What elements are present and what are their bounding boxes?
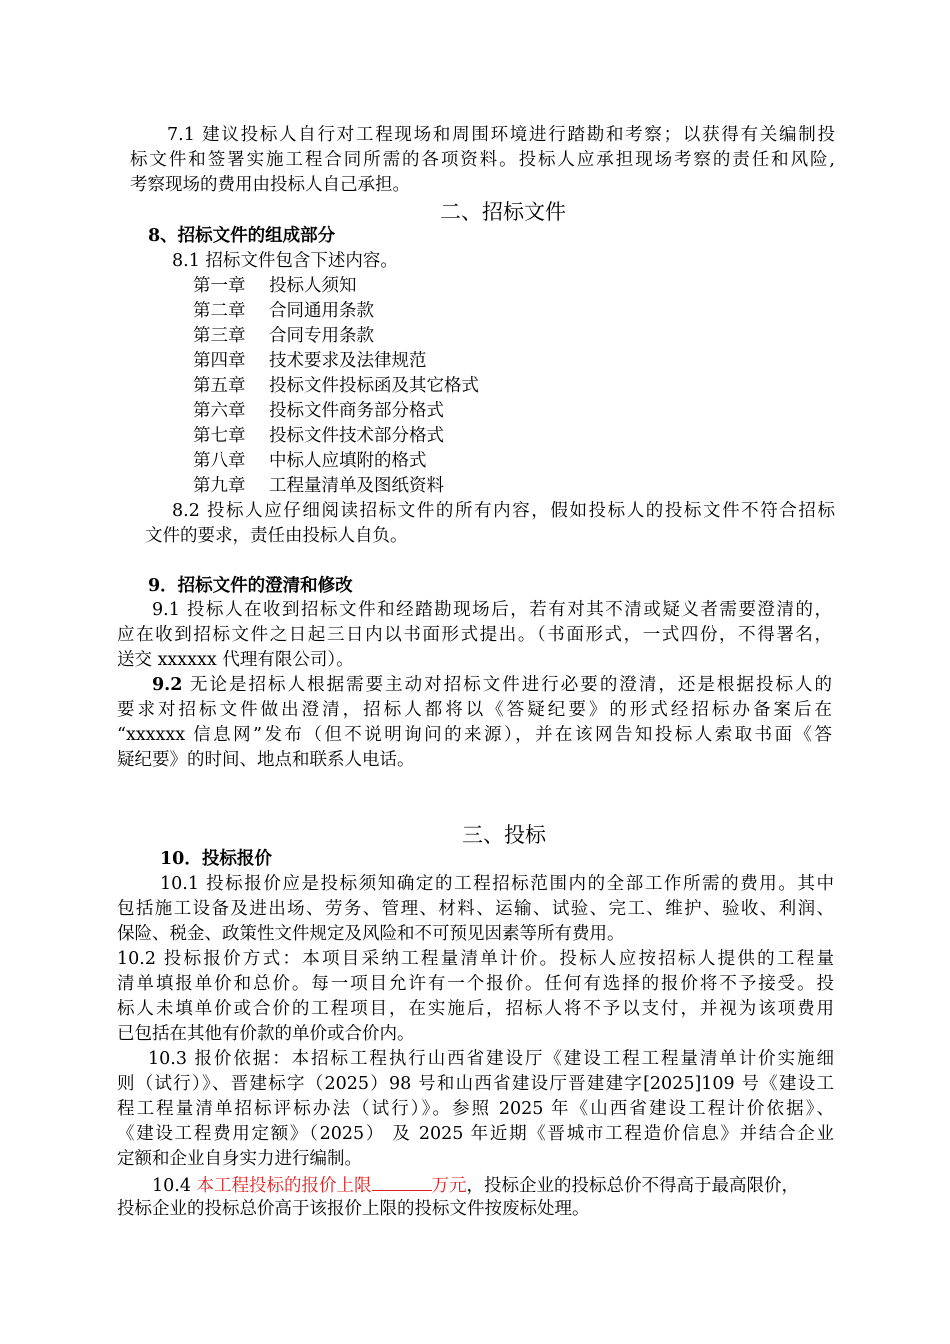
chapter-item	[193, 374, 479, 399]
p10-4-line-1	[152, 1172, 799, 1199]
chapter-num: 第五章	[193, 376, 246, 396]
chapter-title: 技术要求及法律规范	[269, 351, 427, 371]
chapter-item	[193, 324, 374, 349]
p10-2-line-4: 已包括在其他有价款的单价或合价内。	[117, 1024, 415, 1044]
p10-2-line-2: 清单填报单价和总价。每一项目允许有一个报价。任何有选择的报价将不予接受。投	[117, 974, 834, 994]
p10-4-number: 10.4	[152, 1176, 191, 1196]
chapter-item	[193, 299, 374, 324]
p7-1-line-2: 标文件和签署实施工程合同所需的各项资料。投标人应承担现场考察的责任和风险,	[130, 150, 835, 170]
p9-2-line-4: 疑纪要》的时间、地点和联系人电话。	[117, 750, 415, 770]
p9-2-line-1: 无论是招标人根据需要主动对招标文件进行必要的澄清，还是根据投标人的	[190, 675, 832, 695]
p8-1: 8.1 招标文件包含下述内容。	[172, 251, 398, 271]
p10-1-line-2: 包括施工设备及进出场、劳务、管理、材料、运输、试验、完工、维护、验收、利润、	[117, 899, 834, 919]
p8-2-line-1: 8.2 投标人应仔细阅读招标文件的所有内容，假如投标人的投标文件不符合招标	[172, 501, 835, 521]
chapter-num: 第三章	[193, 326, 246, 346]
chapter-num: 第六章	[193, 401, 246, 421]
price-cap-unit: 万元	[431, 1176, 467, 1196]
p10-1-line-3: 保险、税金、政策性文件规定及风险和不可预见因素等所有费用。	[117, 924, 625, 944]
chapter-num: 第九章	[193, 476, 246, 496]
p9-2-line-2: 要求对招标文件做出澄清，招标人都将以《答疑纪要》的形式经招标办备案后在	[117, 700, 832, 720]
p7-1-line-1: 7.1 建议投标人自行对工程现场和周围环境进行踏勘和考察；以获得有关编制投	[167, 125, 835, 145]
price-cap-blank	[372, 1172, 432, 1191]
p10-3-line-2: 则（试行）》、晋建标字（2025）98 号和山西省建设厅晋建建字[2025]109 号《建设工	[117, 1074, 834, 1094]
chapter-title: 工程量清单及图纸资料	[269, 476, 444, 496]
p9-2-line-3: “xxxxxx 信息网”发布（但不说明询问的来源），并在该网告知投标人索取书面《答	[117, 725, 832, 745]
chapter-num: 第二章	[193, 301, 246, 321]
chapter-item	[193, 474, 444, 499]
p10-3-line-1: 10.3 报价依据：本招标工程执行山西省建设厅《建设工程工程量清单计价实施细	[148, 1049, 834, 1069]
p7-1-line-3: 考察现场的费用由投标人自己承担。	[130, 175, 410, 195]
p10-1-line-1: 10.1 投标报价应是投标须知确定的工程招标范围内的全部工作所需的费用。其中	[160, 874, 834, 894]
chapter-title: 合同通用条款	[269, 301, 374, 321]
chapter-item	[193, 424, 444, 449]
s8-heading: 8、招标文件的组成部分	[148, 226, 336, 246]
chapter-num: 第一章	[193, 276, 246, 296]
p9-1-line-3: 送交 xxxxxx 代理有限公司）。	[117, 650, 354, 670]
p10-4-rest: ，投标企业的投标总价不得高于最高限价，	[466, 1176, 800, 1196]
chapter-title: 中标人应填附的格式	[269, 451, 427, 471]
section-3-title: 三、投标	[462, 823, 546, 847]
section-2-title: 二、招标文件	[440, 200, 566, 224]
chapter-item	[193, 399, 444, 424]
chapter-num: 第八章	[193, 451, 246, 471]
chapter-item	[193, 349, 427, 374]
chapter-title: 投标文件技术部分格式	[269, 426, 444, 446]
chapter-num: 第七章	[193, 426, 246, 446]
p10-3-line-5: 定额和企业自身实力进行编制。	[117, 1149, 362, 1169]
chapter-item	[193, 449, 427, 474]
p8-2-line-2: 文件的要求，责任由投标人自负。	[145, 526, 408, 546]
s9-heading: 9．招标文件的澄清和修改	[148, 576, 353, 596]
p9-2-number: 9.2	[152, 675, 183, 695]
chapter-num: 第四章	[193, 351, 246, 371]
p9-1-line-2: 应在收到招标文件之日起三日内以书面形式提出。（书面形式，一式四份，不得署名，	[117, 625, 832, 645]
chapter-item	[193, 274, 357, 299]
chapter-title: 投标文件商务部分格式	[269, 401, 444, 421]
chapter-title: 合同专用条款	[269, 326, 374, 346]
price-cap-label: 本工程投标的报价上限	[196, 1176, 372, 1196]
p10-2-line-3: 标人未填单价或合价的工程项目，在实施后，招标人将不予以支付，并视为该项费用	[117, 999, 834, 1019]
p10-3-line-3: 程工程量清单招标评标办法（试行）》。参照 2025 年《山西省建设工程计价依据》、	[117, 1099, 834, 1119]
p10-4-line-2: 投标企业的投标总价高于该报价上限的投标文件按废标处理。	[117, 1199, 590, 1219]
p10-3-line-4: 《建设工程费用定额》（2025） 及 2025 年近期《晋城市工程造价信息》并结合企业	[117, 1124, 834, 1144]
chapter-title: 投标人须知	[269, 276, 357, 296]
p9-1-line-1: 9.1 投标人在收到招标文件和经踏勘现场后，若有对其不清或疑义者需要澄清的，	[152, 600, 832, 620]
chapter-title: 投标文件投标函及其它格式	[269, 376, 479, 396]
s10-heading: 10．投标报价	[160, 849, 272, 869]
p10-2-line-1: 10.2 投标报价方式：本项目采纳工程量清单计价。投标人应按招标人提供的工程量	[117, 949, 834, 969]
